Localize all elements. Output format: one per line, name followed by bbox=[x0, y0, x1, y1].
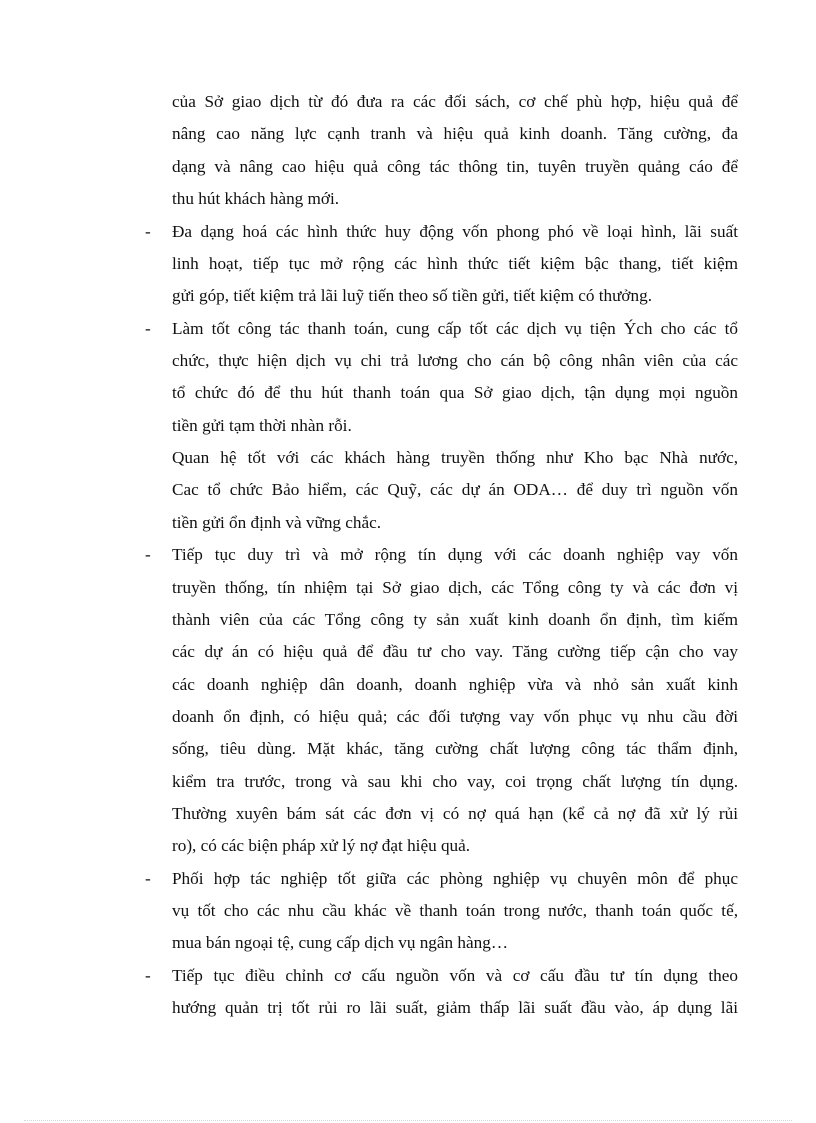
text-line: mua bán ngoại tệ, cung cấp dịch vụ ngân hàng… bbox=[172, 933, 509, 952]
bullet-dash: - bbox=[145, 545, 151, 564]
text-line: dạng và nâng cao hiệu quả công tác thông tin, tuyên truyền quảng cáo để bbox=[172, 157, 738, 176]
text-line: các dự án có hiệu quả để đầu tư cho vay. Tăng cường tiếp cận cho vay bbox=[172, 642, 738, 661]
text-line: tiền gửi tạm thời nhàn rỗi. bbox=[172, 416, 352, 435]
text-line: hướng quản trị tốt rủi ro lãi suất, giảm thấp lãi suất đầu vào, áp dụng lãi bbox=[172, 998, 738, 1017]
text-line: ro), có các biện pháp xử lý nợ đạt hiệu quả. bbox=[172, 836, 471, 855]
text-line: doanh ổn định, có hiệu quả; các đối tượng vay vốn phục vụ nhu cầu đời bbox=[172, 707, 738, 726]
text-line: truyền thống, tín nhiệm tại Sở giao dịch, các Tổng công ty và các đơn vị bbox=[172, 578, 738, 597]
text-line: các doanh nghiệp dân doanh, doanh nghiệp vừa và nhỏ sản xuất kinh bbox=[172, 675, 738, 694]
bullet-dash: - bbox=[145, 222, 151, 241]
bullet-dash: - bbox=[145, 966, 151, 985]
text-line: Phối hợp tác nghiệp tốt giữa các phòng nghiệp vụ chuyên môn để phục bbox=[172, 869, 738, 888]
text-line: Tiếp tục điều chỉnh cơ cấu nguồn vốn và cơ cấu đầu tư tín dụng theo bbox=[172, 966, 738, 985]
text-line: kiểm tra trước, trong và sau khi cho vay, coi trọng chất lượng tín dụng. bbox=[172, 772, 738, 791]
text-line: Thường xuyên bám sát các đơn vị có nợ quá hạn (kể cả nợ đã xử lý rủi bbox=[172, 804, 738, 823]
bullet-dash: - bbox=[145, 319, 151, 338]
text-line: Làm tốt công tác thanh toán, cung cấp tốt các dịch vụ tiện Ých cho các tổ bbox=[172, 319, 738, 338]
text-line: nâng cao năng lực cạnh tranh và hiệu quả kinh doanh. Tăng cường, đa bbox=[172, 124, 738, 143]
text-line: tổ chức đó để thu hút thanh toán qua Sở giao dịch, tận dụng mọi nguồn bbox=[172, 383, 738, 402]
text-line: thu hút khách hàng mới. bbox=[172, 189, 340, 208]
page-bottom-rule bbox=[24, 1120, 792, 1121]
text-line: thành viên của các Tổng công ty sản xuất kinh doanh ổn định, tìm kiếm bbox=[172, 610, 738, 629]
text-line: linh hoạt, tiếp tục mở rộng các hình thức tiết kiệm bậc thang, tiết kiệm bbox=[172, 254, 738, 273]
text-line: chức, thực hiện dịch vụ chi trả lương cho cán bộ công nhân viên của các bbox=[172, 351, 738, 370]
text-line: của Sở giao dịch từ đó đưa ra các đối sách, cơ chế phù hợp, hiệu quả để bbox=[172, 92, 738, 111]
text-line: Cac tổ chức Bảo hiểm, các Quỹ, các dự án ODA… để duy trì nguồn vốn bbox=[172, 480, 738, 499]
text-line: Quan hệ tốt với các khách hàng truyền thống như Kho bạc Nhà nước, bbox=[172, 448, 738, 467]
text-line: tiền gửi ổn định và vững chắc. bbox=[172, 513, 382, 532]
text-line: sống, tiêu dùng. Mặt khác, tăng cường chất lượng công tác thẩm định, bbox=[172, 739, 738, 758]
text-line: Đa dạng hoá các hình thức huy động vốn phong phó về loại hình, lãi suất bbox=[172, 222, 738, 241]
text-line: gửi góp, tiết kiệm trả lãi luỹ tiến theo số tiền gửi, tiết kiệm có thưởng. bbox=[172, 286, 653, 305]
text-line: Tiếp tục duy trì và mở rộng tín dụng với các doanh nghiệp vay vốn bbox=[172, 545, 738, 564]
bullet-dash: - bbox=[145, 869, 151, 888]
text-line: vụ tốt cho các nhu cầu khác về thanh toán trong nước, thanh toán quốc tế, bbox=[172, 901, 738, 920]
